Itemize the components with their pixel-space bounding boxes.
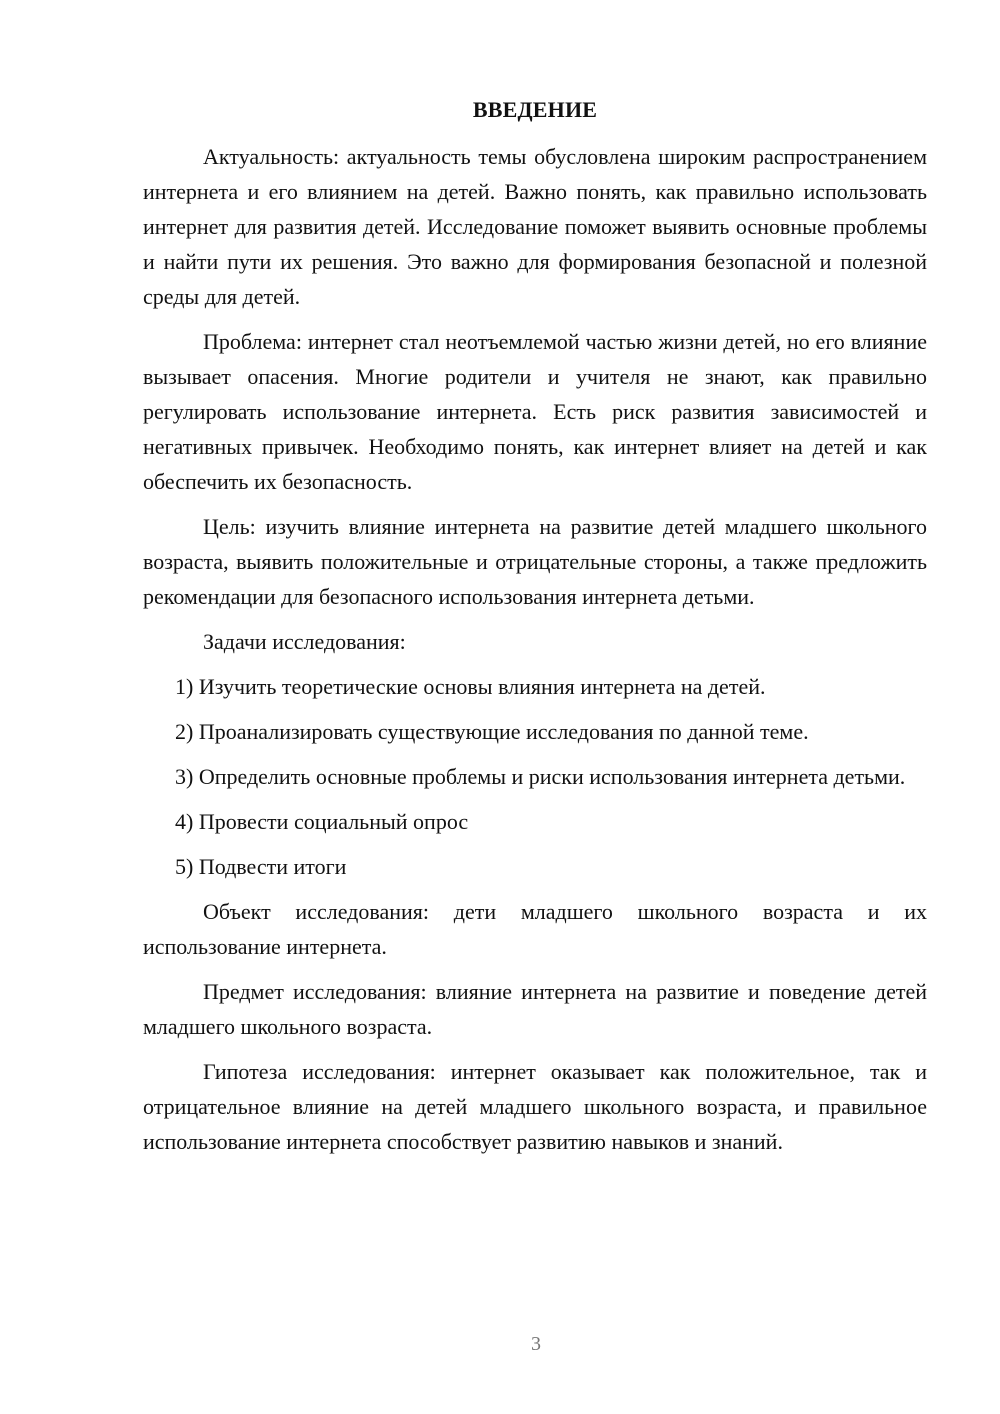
task-item-2: 2) Проанализировать существующие исследования по данной теме. xyxy=(175,719,809,744)
task-item-3: 3) Определить основные проблемы и риски использования интернета детьми. xyxy=(175,764,906,789)
task-item-1: 1) Изучить теоретические основы влияния интернета на детей. xyxy=(175,674,766,699)
relevance-paragraph: Актуальность: актуальность темы обусловлена широким распространением интернета и его влиянием на детей. Важно понять, как правильно использовать интернет для развития детей. Исследование поможет выявить основные проблемы и найти пути их решения. Это важно для формирования безопасной и полезной среды для детей. xyxy=(143,144,927,309)
page-content xyxy=(143,95,927,1169)
subject-paragraph: Предмет исследования: влияние интернета на развитие и поведение детей младшего школьного возраста. xyxy=(143,979,927,1039)
hypothesis-paragraph: Гипотеза исследования: интернет оказывает как положительное, так и отрицательное влияние на детей младшего школьного возраста, и правильное использование интернета способствует развитию навыков и знаний. xyxy=(143,1059,927,1154)
object-paragraph: Объект исследования: дети младшего школьного возраста и их использование интернета. xyxy=(143,899,927,959)
page-number: 3 xyxy=(531,1333,541,1355)
task-item-4: 4) Провести социальный опрос xyxy=(175,809,469,834)
section-title: ВВЕДЕНИЕ xyxy=(472,97,598,122)
task-item-5: 5) Подвести итоги xyxy=(175,854,347,879)
problem-paragraph: Проблема: интернет стал неотъемлемой частью жизни детей, но его влияние вызывает опасения. Многие родители и учителя не знают, как правильно регулировать использование интернета. Есть риск развития зависимостей и негативных привычек. Необходимо понять, как интернет влияет на детей и как обеспечить их безопасность. xyxy=(143,329,927,494)
goal-paragraph: Цель: изучить влияние интернета на развитие детей младшего школьного возраста, выявить положительные и отрицательные стороны, а также предложить рекомендации для безопасного использования интернета детьми. xyxy=(143,514,927,609)
tasks-heading: Задачи исследования: xyxy=(203,629,406,654)
